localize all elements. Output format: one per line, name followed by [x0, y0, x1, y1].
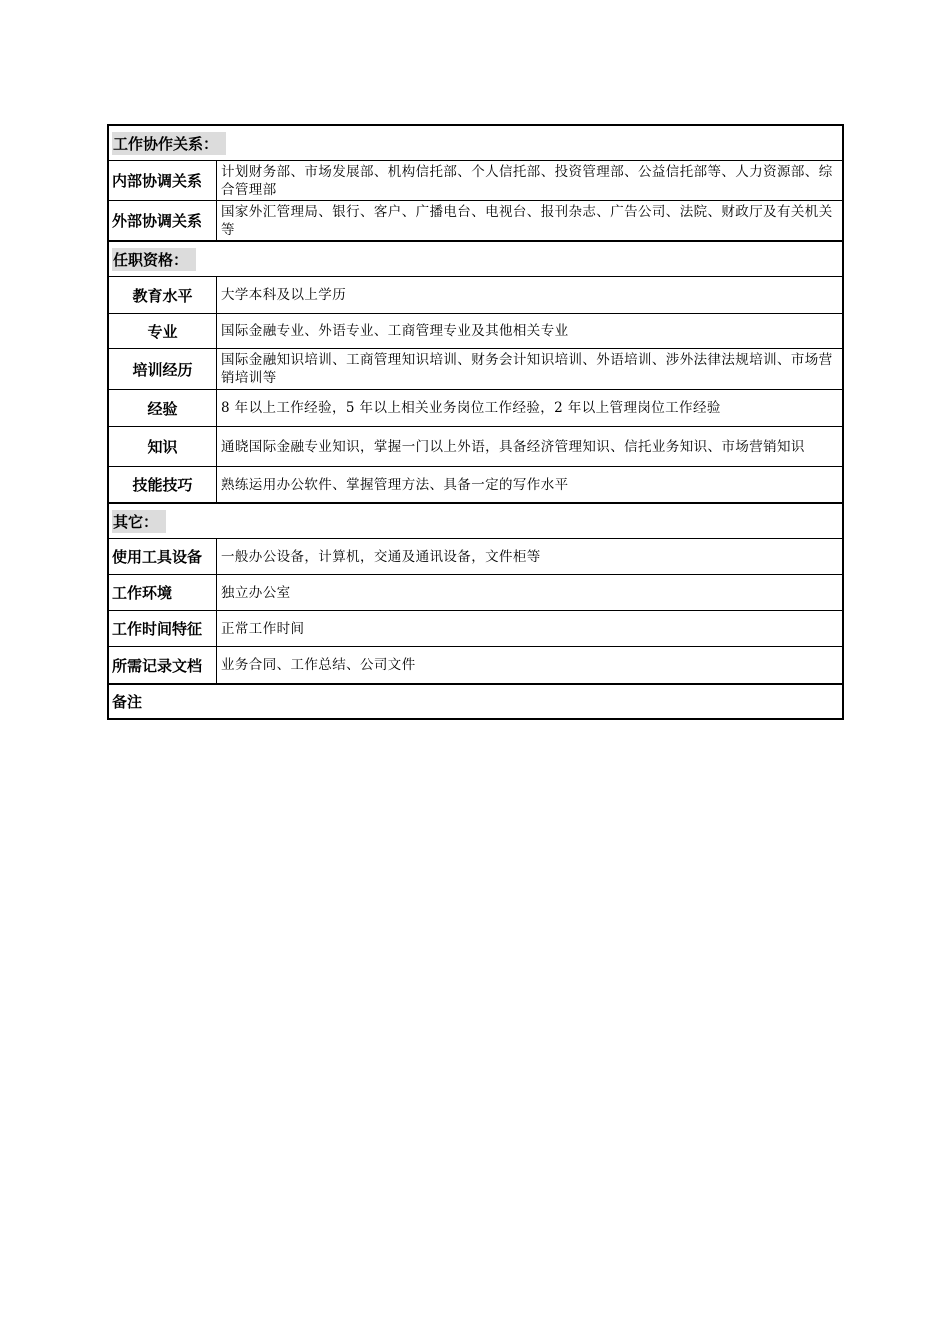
- internal-coordination-row: [109, 160, 842, 200]
- table-row: [109, 538, 842, 574]
- work-time-label: 工作时间特征: [109, 611, 217, 646]
- table-row: [109, 466, 842, 502]
- internal-coordination-value: 计划财务部、市场发展部、机构信托部、个人信托部、投资管理部、公益信托部等、人力资源部、综合管理部: [221, 163, 833, 198]
- qualifications-section-header: [109, 240, 842, 276]
- documents-value: 业务合同、工作总结、公司文件: [221, 657, 416, 673]
- tools-label: 使用工具设备: [109, 539, 217, 574]
- education-value: 大学本科及以上学历: [221, 287, 347, 303]
- table-row: [109, 646, 842, 683]
- experience-label: 经验: [109, 390, 217, 426]
- documents-label: 所需记录文档: [109, 647, 217, 683]
- qualifications-header-text: 任职资格：: [112, 248, 196, 271]
- collaboration-header-text: 工作协作关系：: [112, 132, 226, 155]
- table-row: [109, 276, 842, 313]
- knowledge-value: 通晓国际金融专业知识，掌握一门以上外语，具备经济管理知识、信托业务知识、市场营销知识: [221, 438, 805, 455]
- other-section-header: [109, 502, 842, 538]
- table-row: [109, 313, 842, 348]
- training-label: 培训经历: [109, 349, 217, 389]
- other-header-text: 其它：: [112, 510, 166, 533]
- major-label: 专业: [109, 314, 217, 348]
- knowledge-label: 知识: [109, 427, 217, 466]
- job-description-table: [107, 124, 844, 720]
- work-time-value: 正常工作时间: [221, 620, 305, 637]
- tools-value: 一般办公设备，计算机，交通及通讯设备，文件柜等: [221, 548, 541, 565]
- education-label: 教育水平: [109, 277, 217, 313]
- table-row: [109, 426, 842, 466]
- environment-label: 工作环境: [109, 575, 217, 610]
- experience-value: 8 年以上工作经验，5 年以上相关业务岗位工作经验，2 年以上管理岗位工作经验: [221, 400, 721, 416]
- table-row: [109, 574, 842, 610]
- table-row: [109, 389, 842, 426]
- skills-value: 熟练运用办公软件、掌握管理方法、具备一定的写作水平: [221, 476, 569, 493]
- table-row: [109, 348, 842, 389]
- skills-label: 技能技巧: [109, 467, 217, 502]
- table-row: [109, 610, 842, 646]
- external-coordination-row: [109, 200, 842, 240]
- internal-coordination-label: 内部协调关系: [109, 161, 217, 200]
- training-value: 国际金融知识培训、工商管理知识培训、财务会计知识培训、外语培训、涉外法律法规培训、市场营销培训等: [221, 352, 833, 386]
- external-coordination-value: 国家外汇管理局、银行、客户、广播电台、电视台、报刊杂志、广告公司、法院、财政厅及有关机关等: [221, 203, 833, 238]
- major-value: 国际金融专业、外语专业、工商管理专业及其他相关专业: [221, 323, 569, 339]
- external-coordination-label: 外部协调关系: [109, 201, 217, 240]
- environment-value: 独立办公室: [221, 584, 291, 601]
- remarks-row: [109, 683, 842, 718]
- remarks-label: 备注: [112, 693, 143, 711]
- collaboration-section-header: [109, 126, 842, 160]
